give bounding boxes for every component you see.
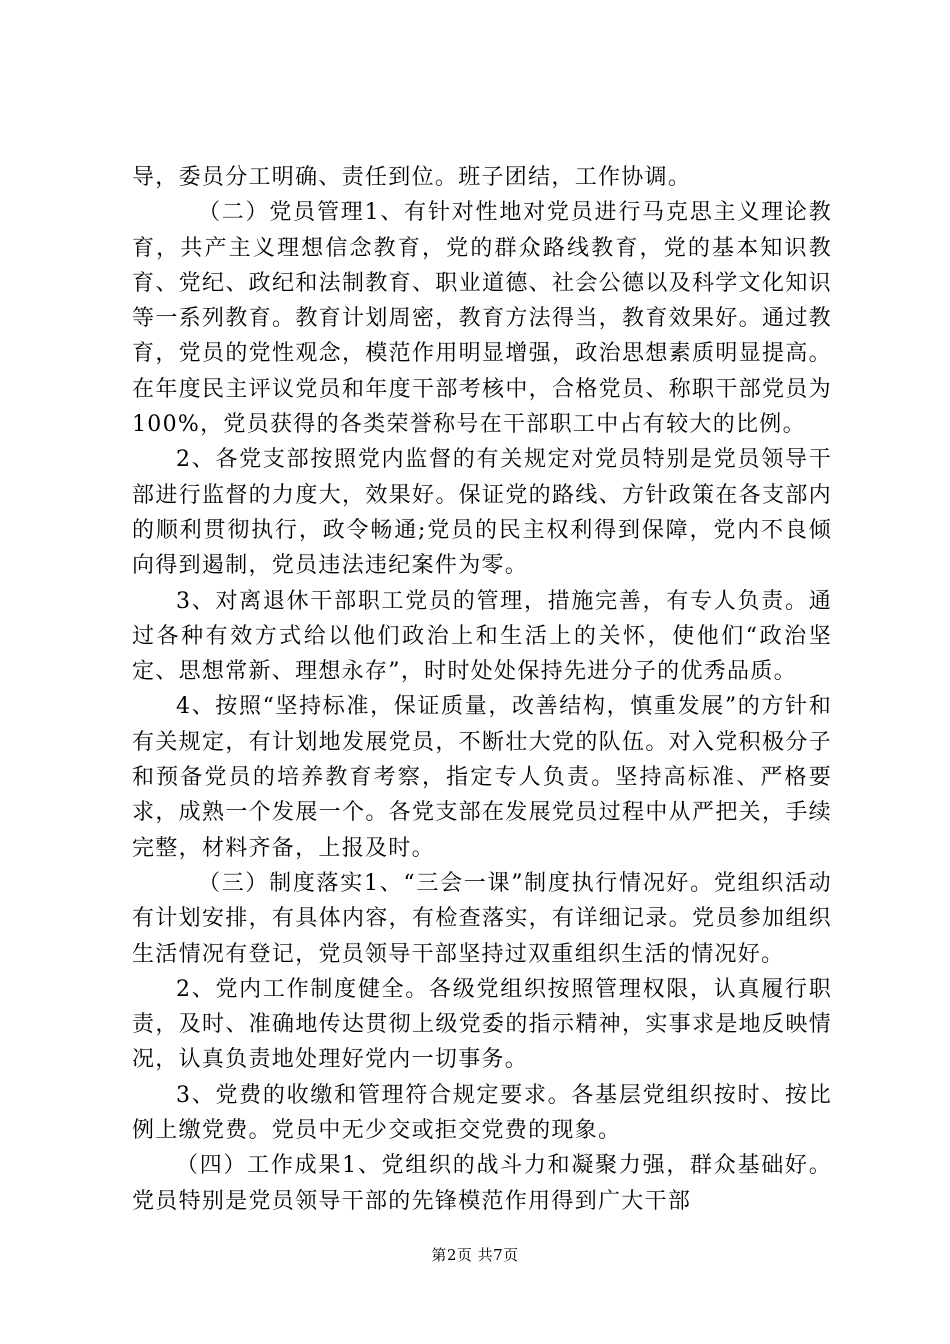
paragraph-continuation: 导，委员分工明确、责任到位。班子团结，工作协调。 (132, 165, 692, 190)
document-body (132, 160, 832, 1219)
paragraph-supervision: 2、各党支部按照党内监督的有关规定对党员特别是党员领导干部进行监督的力度大，效果好。保证党的路线、方针政策在各支部内的顺利贯彻执行，政令畅通;党员的民主权利得到保障，党内不良倾向得到遏制，党员违法违纪案件为零。 (132, 447, 832, 579)
paragraph-system-implementation: （三）制度落实1、“三会一课”制度执行情况好。党组织活动有计划安排，有具体内容，有检查落实，有详细记录。党员参加组织生活情况有登记，党员领导干部坚持过双重组织生活的情况好。 (132, 870, 832, 967)
paragraph-member-development: 4、按照“坚持标准，保证质量，改善结构，慎重发展”的方针和有关规定，有计划地发展党员，不断壮大党的队伍。对入党积极分子和预备党员的培养教育考察，指定专人负责。坚持高标准、严格要求，成熟一个发展一个。各党支部在发展党员过程中从严把关，手续完整，材料齐备，上报及时。 (132, 694, 832, 861)
paragraph-party-member-management: （二）党员管理1、有针对性地对党员进行马克思主义理论教育，共产主义理想信念教育，党的群众路线教育，党的基本知识教育、党纪、政纪和法制教育、职业道德、社会公德以及科学文化知识等一系列教育。教育计划周密，教育方法得当，教育效果好。通过教育，党员的党性观念，模范作用明显增强，政治思想素质明显提高。在年度民主评议党员和年度干部考核中，合格党员、称职干部党员为100%，党员获得的各类荣誉称号在干部职工中占有较大的比例。 (132, 200, 832, 438)
paragraph-work-results: （四）工作成果1、党组织的战斗力和凝聚力强，群众基础好。党员特别是党员领导干部的先锋模范作用得到广大干部 (132, 1153, 832, 1214)
paragraph-work-systems: 2、党内工作制度健全。各级党组织按照管理权限，认真履行职责，及时、准确地传达贯彻上级党委的指示精神，实事求是地反映情况，认真负责地处理好党内一切事务。 (132, 976, 832, 1073)
paragraph-party-dues: 3、党费的收缴和管理符合规定要求。各基层党组织按时、按比例上缴党费。党员中无少交或拒交党费的现象。 (132, 1082, 832, 1144)
paragraph-retired-members: 3、对离退休干部职工党员的管理，措施完善，有专人负责。通过各种有效方式给以他们政治上和生活上的关怀，使他们“政治坚定、思想常新、理想永存”，时时处处保持先进分子的优秀品质。 (132, 588, 832, 685)
page-number-footer: 第2页 共7页 (431, 1246, 519, 1264)
